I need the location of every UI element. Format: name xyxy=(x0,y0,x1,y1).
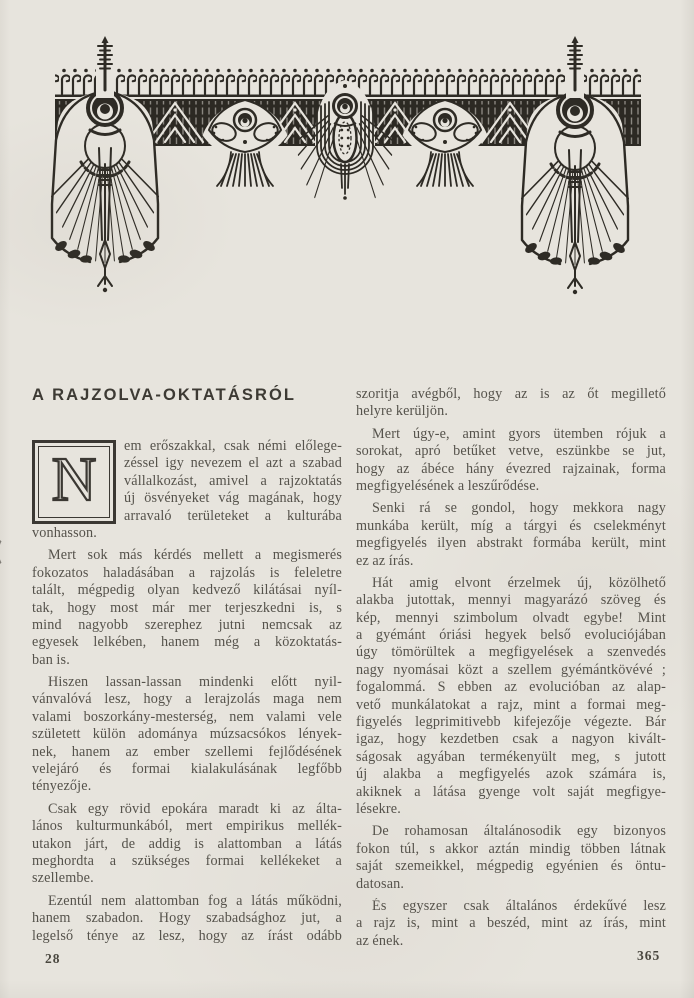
text-line: született külön adománya múzsacsókos lények- xyxy=(32,726,342,743)
text-line: tényezője. xyxy=(32,778,92,795)
text-line: helyre kerüljön. xyxy=(356,403,449,420)
text-line: megfigyelés ilyen abstrakt formába került, mint xyxy=(356,535,666,552)
paragraph xyxy=(356,500,666,570)
peacock-moth-frieze-art xyxy=(37,36,657,298)
header-ornament xyxy=(37,36,657,298)
text-line: a rajz is, mint a beszéd, mint az írás, mint xyxy=(356,915,666,932)
text-line: lésekre. xyxy=(356,800,401,817)
text-line: új alakba a megfigyelés azok számára is, xyxy=(356,766,666,783)
text-line: talált, mégpedig olyan kedvező kilátásai nyíl- xyxy=(32,582,342,599)
drop-cap-frame xyxy=(38,446,110,518)
paragraph xyxy=(356,898,666,950)
paragraph xyxy=(32,893,342,945)
paragraph xyxy=(356,386,666,421)
drop-cap xyxy=(32,440,116,524)
paragraph xyxy=(32,674,342,796)
text-line: ez az írás. xyxy=(356,552,414,569)
text-line: És egyszer csak általános érdekűvé lesz xyxy=(372,897,666,914)
text-line: vállalkozást, amivel a rajzoktatás xyxy=(124,472,342,489)
text-line: figyelés legprimitivebb kifejezője végezte. Bár xyxy=(356,714,666,731)
text-line: legelső ténye az lesz, hogy az írást odább xyxy=(32,927,342,944)
text-line: meghordta a szükséges formai kellékeket a xyxy=(32,852,342,869)
text-line: Hát amig elvont érzelmek új, közölhető xyxy=(372,574,666,591)
text-line: utakon járt, de addig is alattomban a látás xyxy=(32,835,342,852)
text-line: fogalommá. S ebben az evolucióban az alap- xyxy=(356,679,666,696)
text-line: vonhasson. xyxy=(32,524,97,541)
text-line: szellembe. xyxy=(32,870,94,887)
text-line: a gyémánt óriási hegyek belső evoluciójában xyxy=(356,627,666,644)
text-line: lános kulturmunkából, mert empirikus mellék- xyxy=(32,818,342,835)
text-line: kép, mennyi szimbolum olvadt egybe! Mint xyxy=(356,609,666,626)
text-line: akiknek a látása gyenge volt saját megfigye- xyxy=(356,783,666,800)
text-line: Mert sok más kérdés mellett a megismerés xyxy=(48,547,342,564)
text-line: fokon túl, s akkor aztán mindig többen látnak xyxy=(356,840,666,857)
text-line: valami boszorkány-mesterség, nem valami vele xyxy=(32,708,342,725)
text-line: munkába került, míg a tárgyi és cselekményt xyxy=(356,517,666,534)
text-line: egyesek lelkében, hanem még a közoktatás- xyxy=(32,634,342,651)
page-number-right: 365 xyxy=(637,948,661,963)
text-line: em erőszakkal, csak némi előlege- xyxy=(124,438,342,454)
text-line: De rohamosan általánosodik egy bizonyos xyxy=(372,823,666,840)
text-line: hogy az ábéce hány évezred rajzainak, forma xyxy=(356,460,666,477)
text-line: vető munkálatokat a rajz, mint a formai meg- xyxy=(356,696,666,713)
text-line: arravaló területeket a kulturába xyxy=(124,507,342,524)
paragraph xyxy=(32,547,342,669)
text-line: fokozatos haladásában a rajzolás is feleletre xyxy=(32,564,342,581)
paragraph xyxy=(32,801,342,888)
text-line: nagy nyomásai közt a szellem gyémántkövévé ; xyxy=(356,661,666,678)
paragraph xyxy=(32,438,342,542)
text-line: igaz, hogy kezdetben csak a nagyon kivált- xyxy=(356,731,666,748)
right-column xyxy=(356,386,666,955)
left-column xyxy=(32,438,342,950)
paragraph xyxy=(356,575,666,818)
text-line: zéssel igy nevezem el azt a szabad xyxy=(124,455,342,472)
text-line: Ezentúl nem alattomban fog a látás működni, xyxy=(48,892,342,909)
text-line: nek, hanem az ember szellemi fejlődésének xyxy=(32,743,342,760)
text-line: tak, hogy most már mer terjeszkedni is, s xyxy=(32,599,342,616)
text-line: datosan. xyxy=(356,875,405,892)
drop-cap-letter: N xyxy=(51,446,97,514)
text-line: velejáró és formai kialakulásának legfőbb xyxy=(32,761,342,778)
text-line: alakba jutottak, mennyi magyarázó szöveg és xyxy=(356,592,666,609)
text-line: Hiszen lassan-lassan mindenki előtt nyil- xyxy=(48,674,342,691)
scan-stain xyxy=(0,536,14,568)
text-line: új ösvényeket vág magának, hogy xyxy=(124,490,342,507)
text-line: ságosak agyában termékenyült meg, s jutott xyxy=(356,748,666,765)
text-line: úgy tömörültek a megfigyelések a szenvedés xyxy=(356,644,666,661)
text-line: megfigyelésének a leszűrődése. xyxy=(356,477,540,494)
text-line: Csak egy rövid epokára maradt ki az álta- xyxy=(48,800,342,817)
paragraph xyxy=(356,823,666,893)
text-line: ban is. xyxy=(32,651,70,668)
page-title: A RAJZOLVA-OKTATÁSRÓL xyxy=(32,386,297,404)
text-line: szoritja avégből, hogy az is az őt megillető xyxy=(356,386,666,402)
page-number-left: 28 xyxy=(45,951,61,966)
text-line: vánvalóvá lesz, hogy a lerajzolás maga nem xyxy=(32,691,342,708)
text-line: mind nagyobb szerephez jutni nemcsak az xyxy=(32,616,342,633)
text-line: Mert úgy-e, amint gyors ütemben rójuk a xyxy=(372,425,666,442)
text-line: Senki rá se gondol, hogy mekkora nagy xyxy=(372,500,666,517)
paragraph xyxy=(356,426,666,496)
text-line: saját szemeikkel, mégpedig egyénien és öntu- xyxy=(356,858,666,875)
text-line: sorokat, apró betűket vetve, eszünkbe se jut, xyxy=(356,443,666,460)
text-line: hanem szabadon. Hogy szabadsághoz jut, a xyxy=(32,910,342,927)
text-line: az ének. xyxy=(356,932,404,949)
